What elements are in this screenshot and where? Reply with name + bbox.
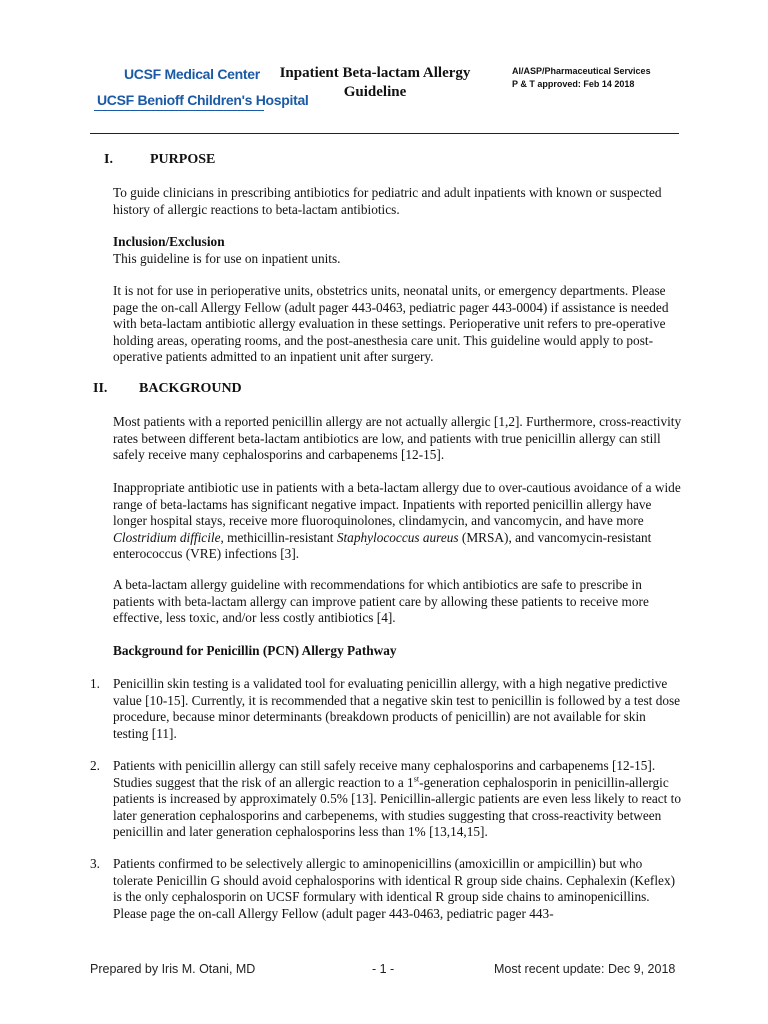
list-item-number: 1.	[90, 676, 100, 691]
document-title-line2: Guideline	[343, 84, 407, 100]
list-item-number: 3.	[90, 856, 100, 871]
list-item	[113, 758, 683, 841]
inclusion-exclusion-heading: Inclusion/Exclusion	[113, 234, 225, 249]
footer-updated-date: Most recent update: Dec 9, 2018	[494, 962, 676, 976]
background-paragraph-3: A beta-lactam allergy guideline with recommendations for which antibiotics are safe to prescribe in patients with beta-lactam allergy can improve patient care by allowing these patients to receive more effective, less toxic, and/or less costly antibiotics [4].	[113, 577, 649, 625]
inclusion-text: This guideline is for use on inpatient units.	[113, 251, 341, 266]
logo-divider	[94, 110, 264, 111]
footer-prepared-by: Prepared by Iris M. Otani, MD	[90, 962, 256, 976]
exclusion-paragraph: It is not for use in perioperative units, obstetrics units, neonatal units, or emergency departments. Please page the on-call Allergy Fellow (adult pager 443-0463, pediatric pager 443-0004) if assistance is needed with beta-lactam antibiotic allergy evaluation in these settings. Perioperative unit refers to pre-operative holding areas, operating rooms, and the post-anesthesia care unit. This guideline would apply to post-operative patients admitted to an inpatient unit after surgery.	[113, 283, 669, 364]
list-item: Penicillin skin testing is a validated tool for evaluating penicillin allergy, with a high negative predictive value [10-15]. Currently, it is recommended that a negative skin test to penicillin is followed by a test dose procedure, because minor determinants (breakdown products of penicillin) are not available for skin testing [11].	[113, 676, 681, 741]
background-paragraph-1: Most patients with a reported penicillin allergy are not actually allergic [1,2]. Furthermore, cross-reactivity rates between different beta-lactam antibiotics are low, and patients with true penicillin allergy can still safely receive many cephalosporins and carbapenems [12-15].	[113, 414, 682, 462]
approval-date: P & T approved: Feb 14 2018	[512, 79, 635, 89]
list-item-number: 2.	[90, 758, 100, 773]
list-item-text-b: -generation cephalosporin in penicillin-allergic patients is increased by approximately 0.5% [13]. Penicillin-allergic patients are even less likely to react to later generation cephalosporins and carbepenems, with studies suggesting that cross-reactivity between penicillin and later generation cephalosporins less than 1% [13,14,15].	[113, 774, 682, 839]
document-title	[270, 64, 480, 102]
section-heading-purpose	[104, 152, 215, 168]
organism-name-1: Clostridium difficile	[113, 529, 221, 545]
service-name: AI/ASP/Pharmaceutical Services	[512, 66, 651, 76]
section-title: PURPOSE	[150, 152, 216, 167]
section-heading-background	[93, 381, 242, 397]
para2-text-b: , methicillin-resistant	[220, 529, 337, 545]
para2-text-c: (MRSA), and vancomycin-resistant enterococcus (VRE) infections [3].	[113, 529, 652, 561]
section-number: II.	[93, 381, 108, 396]
ucsf-medical-center-logo: UCSF Medical Center	[124, 66, 260, 82]
background-paragraph-2	[113, 480, 683, 563]
para2-text-a: Inappropriate antibiotic use in patients with a beta-lactam allergy due to over-cautious avoidance of a wide range of beta-lactams has significant negative impact. Inpatients with reported penicillin allergy have longer hospital stays, receive more fluoroquinolones, clindamycin, and vancomycin, and have more	[113, 480, 681, 528]
section-number: I.	[104, 152, 113, 167]
pcn-pathway-subheading: Background for Penicillin (PCN) Allergy Pathway	[113, 643, 397, 658]
organism-name-2: Staphylococcus aureus	[336, 529, 459, 545]
list-item-text-a: Patients with penicillin allergy can still safely receive many cephalosporins and carbapenems [12-15]. Studies suggest that the risk of an allergic reaction to a 1	[113, 758, 656, 790]
document-title-line1: Inpatient Beta-lactam Allergy	[279, 65, 471, 81]
section-title: BACKGROUND	[139, 381, 242, 396]
ucsf-benioff-childrens-hospital-logo: UCSF Benioff Children's Hospital	[97, 92, 309, 108]
purpose-paragraph: To guide clinicians in prescribing antibiotics for pediatric and adult inpatients with known or suspected history of allergic reactions to beta-lactam antibiotics.	[113, 185, 662, 217]
service-info	[512, 65, 651, 91]
ordinal-superscript: st	[413, 774, 420, 784]
header-divider	[90, 133, 679, 134]
footer-page-number: - 1 -	[372, 962, 395, 976]
list-item: Patients confirmed to be selectively allergic to aminopenicillins (amoxicillin or ampicillin) but who tolerate Penicillin G should avoid cephalosporins with identical R group side chains. Cephalexin (Keflex) is the only cephalosporin on UCSF formulary with identical R group side chains to aminopenicillins. Please page the on-call Allergy Fellow (adult pager 443-0463, pediatric pager 443-	[113, 856, 676, 921]
